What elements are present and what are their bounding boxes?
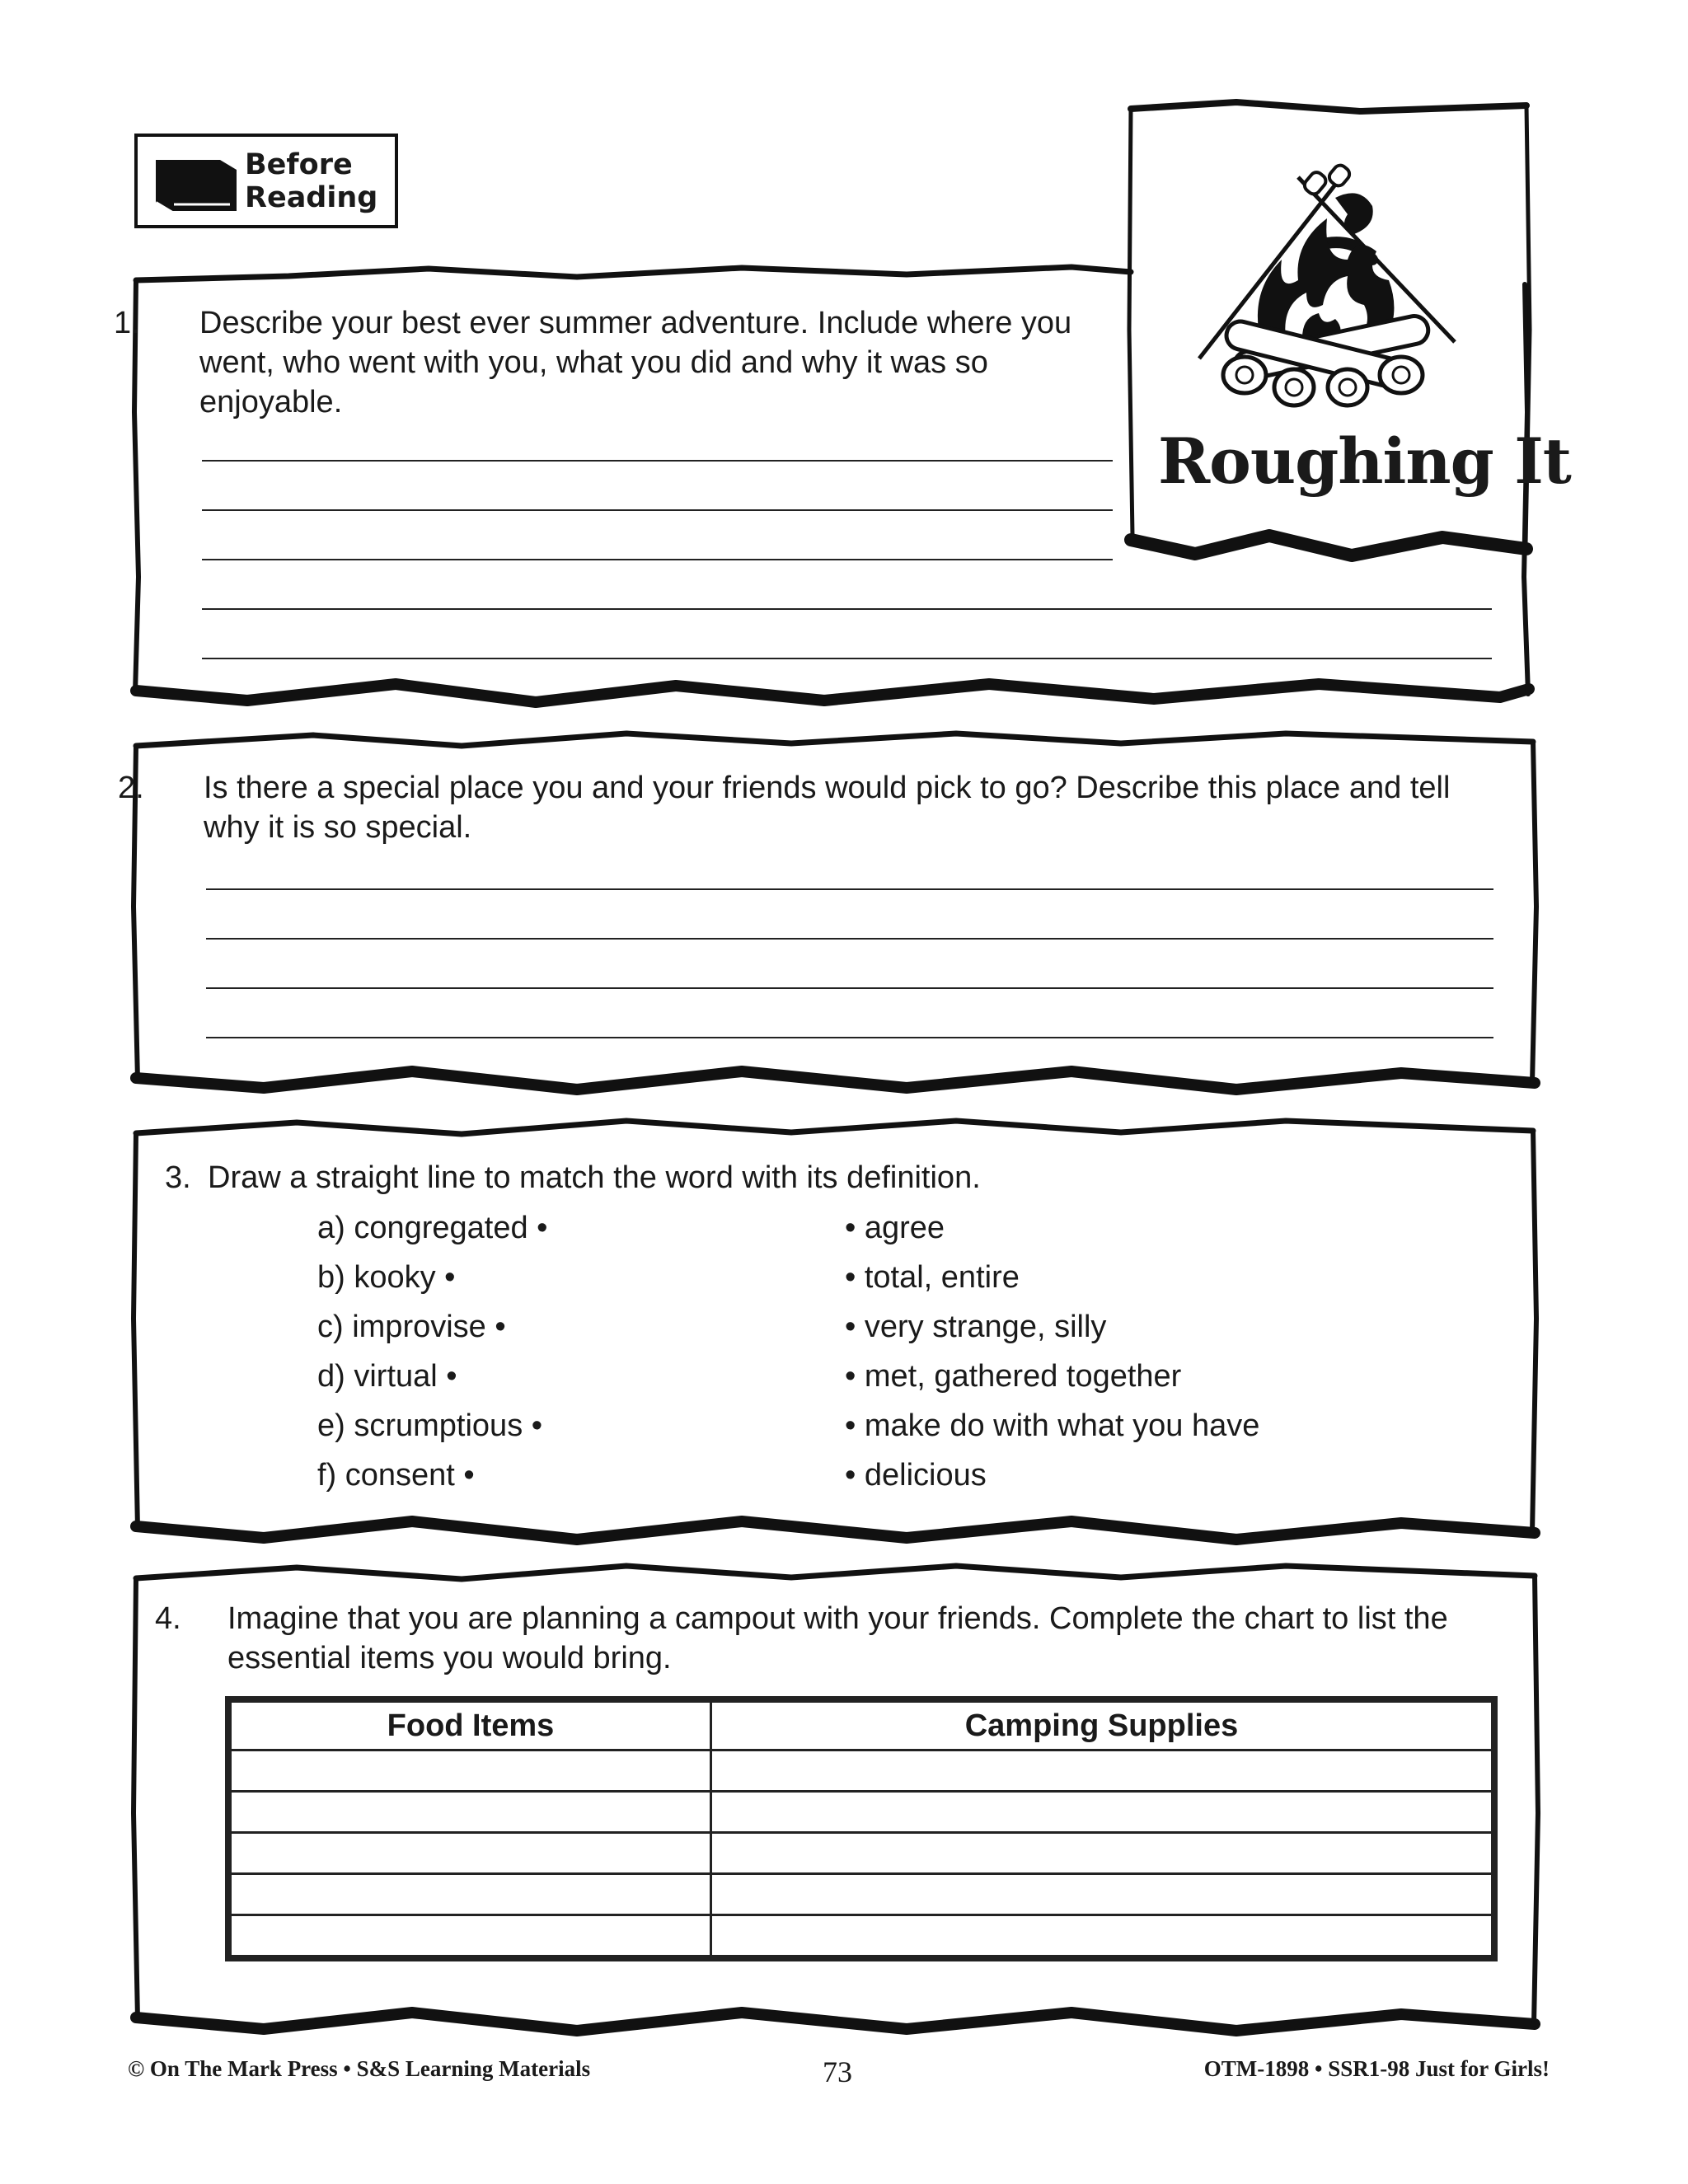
footer-right: OTM-1898 • SSR1-98 Just for Girls! bbox=[1203, 2056, 1550, 2081]
answer-line[interactable] bbox=[202, 608, 1492, 610]
answer-line[interactable] bbox=[202, 559, 1113, 560]
q1-text: Describe your best ever summer adventure. Include where you went, who went with you, what you did and why it was so enjoyable. bbox=[199, 306, 1072, 419]
table-row bbox=[231, 1915, 1493, 1957]
badge-line2: Reading bbox=[245, 181, 378, 214]
column-header-supplies: Camping Supplies bbox=[710, 1702, 1492, 1750]
table-cell[interactable] bbox=[231, 1915, 711, 1957]
q4-number: 4. bbox=[155, 1601, 181, 1636]
answer-line[interactable] bbox=[206, 938, 1493, 940]
table-cell[interactable] bbox=[710, 1874, 1492, 1915]
table-cell[interactable] bbox=[231, 1792, 711, 1833]
word-item[interactable]: a) congregated • bbox=[317, 1211, 548, 1245]
answer-line[interactable] bbox=[202, 509, 1113, 511]
book-icon bbox=[148, 153, 242, 219]
q1-number: 1. bbox=[114, 306, 140, 340]
definition-item[interactable]: • delicious bbox=[845, 1458, 987, 1493]
q3-text: Draw a straight line to match the word with its definition. bbox=[208, 1160, 981, 1195]
q2-number: 2. bbox=[118, 771, 144, 805]
column-header-food: Food Items bbox=[231, 1702, 711, 1750]
q4-text: Imagine that you are planning a campout with your friends. Complete the chart to list the essential items you would bring. bbox=[227, 1601, 1448, 1675]
page-number: 73 bbox=[823, 2055, 852, 2088]
page-title: Roughing It bbox=[1158, 424, 1571, 498]
word-item[interactable]: f) consent • bbox=[317, 1458, 475, 1493]
word-item[interactable]: e) scrumptious • bbox=[317, 1408, 543, 1443]
question-2 bbox=[118, 768, 1496, 847]
table-cell[interactable] bbox=[231, 1833, 711, 1874]
badge-line1: Before bbox=[245, 148, 353, 181]
word-list bbox=[317, 1203, 548, 1500]
definition-item[interactable]: • make do with what you have bbox=[845, 1408, 1260, 1443]
definition-item[interactable]: • agree bbox=[845, 1211, 945, 1245]
footer-left: © On The Mark Press • S&S Learning Materials bbox=[128, 2056, 591, 2081]
before-reading-badge bbox=[134, 134, 398, 228]
title-panel bbox=[1133, 111, 1571, 540]
answer-line[interactable] bbox=[206, 987, 1493, 989]
definition-list bbox=[845, 1203, 1259, 1500]
table-cell[interactable] bbox=[710, 1833, 1492, 1874]
word-item[interactable]: c) improvise • bbox=[317, 1310, 506, 1344]
question-3 bbox=[165, 1158, 1484, 1197]
answer-line[interactable] bbox=[206, 1037, 1493, 1038]
campfire-icon bbox=[1183, 136, 1471, 416]
definition-item[interactable]: • very strange, silly bbox=[845, 1310, 1107, 1344]
q2-text: Is there a special place you and your friends would pick to go? Describe this place and tell why it is so special. bbox=[204, 771, 1451, 845]
q3-number: 3. bbox=[165, 1160, 191, 1195]
word-item[interactable]: b) kooky • bbox=[317, 1260, 456, 1295]
table-row bbox=[231, 1792, 1493, 1833]
table-cell[interactable] bbox=[710, 1792, 1492, 1833]
definition-item[interactable]: • met, gathered together bbox=[845, 1359, 1182, 1394]
answer-line[interactable] bbox=[202, 460, 1113, 462]
question-1 bbox=[114, 303, 1121, 422]
answer-line[interactable] bbox=[202, 658, 1492, 659]
table-cell[interactable] bbox=[710, 1915, 1492, 1957]
table-row bbox=[231, 1833, 1493, 1874]
word-item[interactable]: d) virtual • bbox=[317, 1359, 457, 1394]
table-cell[interactable] bbox=[710, 1750, 1492, 1792]
table-row bbox=[231, 1750, 1493, 1792]
box1-border bbox=[136, 267, 1131, 280]
table-cell[interactable] bbox=[231, 1750, 711, 1792]
table-row bbox=[231, 1874, 1493, 1915]
answer-line[interactable] bbox=[206, 888, 1493, 890]
definition-item[interactable]: • total, entire bbox=[845, 1260, 1020, 1295]
table-cell[interactable] bbox=[231, 1874, 711, 1915]
supplies-chart bbox=[229, 1700, 1493, 1957]
question-4 bbox=[155, 1599, 1477, 1678]
